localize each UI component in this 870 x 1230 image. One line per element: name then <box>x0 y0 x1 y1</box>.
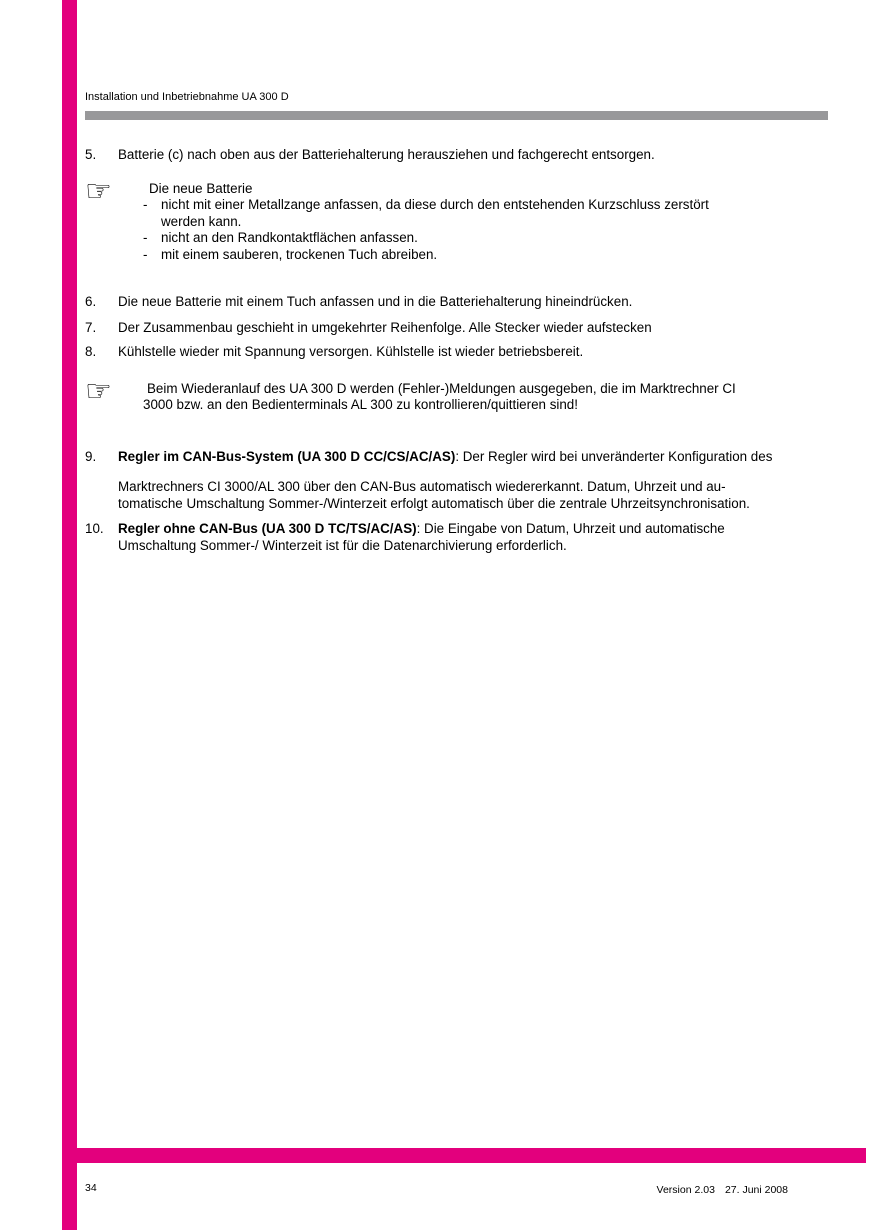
note-title: Die neue Batterie <box>149 180 253 196</box>
bullet-text <box>161 197 709 230</box>
item-9-rest: : Der Regler wird bei unveränderter Konfiguration des <box>455 448 773 464</box>
list-item-6 <box>85 294 772 311</box>
magenta-left-stripe <box>62 0 77 1230</box>
note-restart-warning <box>85 373 772 414</box>
hand-pointer-icon: ☞ <box>85 173 112 209</box>
note-line: Beim Wiederanlauf des UA 300 D werden (Fehler-)Meldungen ausgegeben, die im Marktrechner CI <box>147 380 736 396</box>
item-10-rest: : Die Eingabe von Datum, Uhrzeit und automatische <box>416 521 725 536</box>
bullet-dash: - <box>143 197 148 212</box>
item-9-paragraph-line: Marktrechners CI 3000/AL 300 über den CAN-Bus automatisch wiedererkannt. Datum, Uhrzeit und au- <box>118 479 726 494</box>
list-item-number: 6. <box>85 294 97 309</box>
list-item-9 <box>85 449 772 513</box>
hand-pointer-icon: ☞ <box>85 373 112 409</box>
list-item-text: Batterie (c) nach oben aus der Batteriehalterung herausziehen und fachgerecht entsorgen. <box>118 147 655 162</box>
list-item-text: Die neue Batterie mit einem Tuch anfassen und in die Batteriehalterung hineindrücken. <box>118 294 633 309</box>
item-9-lead <box>118 449 772 466</box>
item-10-lead <box>118 521 725 538</box>
document-body <box>85 147 772 554</box>
note-body <box>143 181 709 264</box>
magenta-bottom-bar <box>62 1148 866 1163</box>
bullet-text <box>161 247 437 264</box>
version-date: 27. Juni 2008 <box>724 1184 788 1196</box>
note-body <box>143 381 736 414</box>
header-rule <box>85 111 828 120</box>
list-item-10 <box>85 521 772 554</box>
bullet-line: mit einem sauberen, trockenen Tuch abreiben. <box>161 246 438 262</box>
list-item-5 <box>85 147 772 164</box>
bullet-text <box>161 230 418 247</box>
version-label: Version 2.03 <box>656 1184 715 1196</box>
note-bullet <box>143 247 709 264</box>
list-item-8 <box>85 344 772 361</box>
list-item-text: Der Zusammenbau geschieht in umgekehrter Reihenfolge. Alle Stecker wieder aufstecken <box>118 319 652 335</box>
list-item-number: 7. <box>85 319 97 335</box>
footer-version <box>657 1184 788 1196</box>
bullet-dash: - <box>143 230 148 245</box>
note-bullet <box>143 197 709 230</box>
list-item-number: 8. <box>85 344 97 359</box>
list-item-number: 10. <box>85 521 104 536</box>
bullet-line: nicht an den Randkontaktflächen anfassen. <box>161 230 418 245</box>
note-bullet <box>143 230 709 247</box>
bullet-dash: - <box>143 246 148 262</box>
item-10-line: Umschaltung Sommer-/ Winterzeit ist für die Datenarchivierung erforderlich. <box>118 537 567 553</box>
list-item-text: Kühlstelle wieder mit Spannung versorgen. Kühlstelle ist wieder betriebsbereit. <box>118 344 584 359</box>
list-item-7 <box>85 320 772 337</box>
item-10-bold: Regler ohne CAN-Bus (UA 300 D TC/TS/AC/AS) <box>118 521 417 536</box>
note-line: 3000 bzw. an den Bedienterminals AL 300 zu kontrollieren/quittieren sind! <box>143 397 578 412</box>
page-number: 34 <box>85 1182 97 1194</box>
bullet-line: nicht mit einer Metallzange anfassen, da diese durch den entstehenden Kurzschluss zerstört <box>161 197 709 212</box>
header-title: Installation und Inbetriebnahme UA 300 D <box>85 91 289 103</box>
list-item-number: 5. <box>85 147 97 162</box>
item-9-bold: Regler im CAN-Bus-System (UA 300 D CC/CS/AC/AS) <box>118 448 456 464</box>
note-new-battery <box>85 173 772 264</box>
list-item-text <box>118 521 725 554</box>
list-item-text <box>118 449 772 513</box>
item-9-paragraph-line: tomatische Umschaltung Sommer-/Winterzeit erfolgt automatisch über die zentrale Uhrzeitsynchronisation. <box>118 495 750 511</box>
list-item-number: 9. <box>85 448 97 464</box>
bullet-line: werden kann. <box>161 213 242 229</box>
